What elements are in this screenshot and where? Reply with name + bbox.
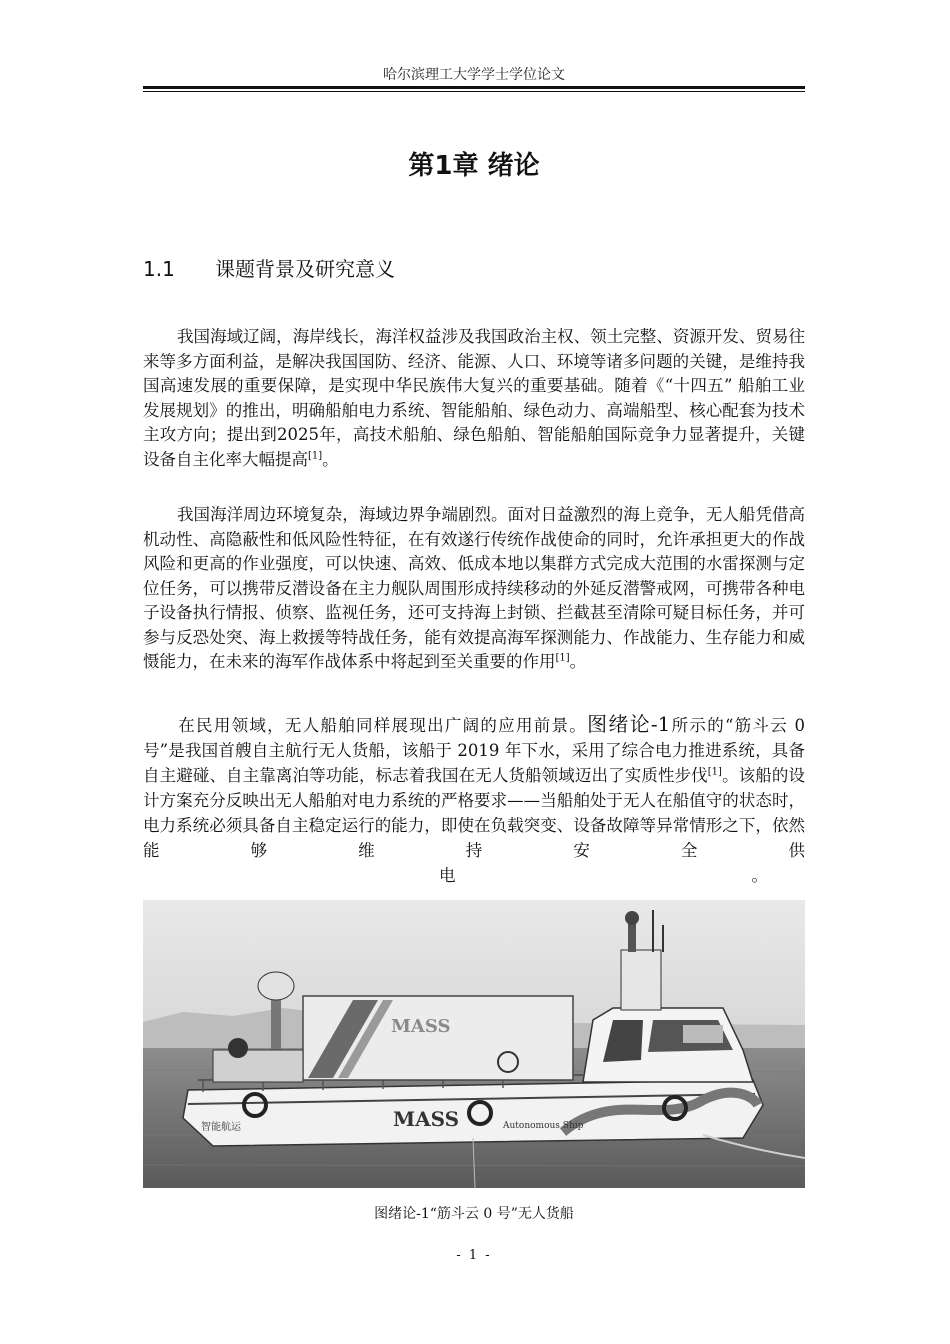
paragraph-3-word: 电 — [439, 866, 456, 885]
section-title: 课题背景及研究意义 — [215, 257, 395, 281]
paragraph-2-text: 我国海洋周边环境复杂，海域边界争端剧烈。面对日益激烈的海上竞争，无人船凭借高机动性、高隐蔽性和低风险性特征，在有效遂行传统作战使命的同时，允许承担更大的作战风险和更高的作业强度，可以快速、高效、低成本地以集群方式完成大范围的水雷探测与定位任务，可以携带反潜设备在主力舰队周围形成持续移动的外延反潜警戒网，可携带各种电子设备执行情报、侦察、监视任务，还可支持海上封锁、拦截甚至清除可疑目标任务，并可参与反恐处突、海上救援等特战任务，能有效提高海军探测能力、作战能力、生存能力和威慑能力，在未来的海军作战体系中将起到至关重要的作用 — [143, 505, 805, 671]
page-number: - 1 - — [456, 1248, 492, 1263]
section-heading — [143, 253, 395, 282]
paragraph-3-post2: 。该船的设计方案充分反映出无人船舶对电力系统的严格要求——当船舶处于无人在船值守的状态时，电力系统必须具备自主稳定运行的能力，即使在负载突变、设备故障等异常情形之下，依然能够维持安全供 — [143, 766, 806, 860]
container-logo: MASS — [391, 1016, 451, 1037]
section-number: 1.1 — [143, 257, 175, 281]
figure-reference: 图绪论-1 — [587, 712, 671, 736]
paragraph-3-post: 所示的“筋斗云 0 号”是我国首艘自主航行无人货船，该船于 2019 年下水，采用了综合电力推进系统，具备自主避碰、自主靠离泊等功能，标志着我国在无人货船领域迈出了实质性步伐 — [143, 716, 806, 785]
hull-subtext: Autonomous Ship — [503, 1121, 584, 1131]
chapter-title: 第1章 绪论 — [408, 151, 540, 181]
paragraph-1-text: 我国海域辽阔，海岸线长，海洋权益涉及我国政治主权、领土完整、资源开发、贸易往来等多方面利益，是解决我国国防、经济、能源、人口、环境等诸多问题的关键，是维持我国高速发展的重要保障，是实现中华民族伟大复兴的重要基础。随着《“十四五” 船舶工业发展规划》的推出，明确船舶电力系统、智能船舶、绿色动力、高端船型、核心配套为技术主攻方向；提出到2025年，高技术船舶、绿色船舶、智能船舶国际竞争力显著提升，关键设备自主化率大幅提高 — [143, 327, 805, 469]
paragraph-2 — [143, 503, 805, 675]
paragraph-1 — [143, 325, 805, 472]
paragraph-3-pre: 在民用领域，无人船舶同样展现出广阔的应用前景。 — [177, 716, 588, 735]
figure-photo — [143, 900, 805, 1188]
citation: [1] — [707, 766, 722, 778]
bow-text: 智能航运 — [201, 1122, 241, 1133]
header-rule-thin — [143, 91, 805, 92]
header-rule-thick — [143, 86, 805, 89]
unmanned-cargo-ship-illustration — [143, 900, 805, 1188]
paragraph-3 — [143, 712, 805, 888]
citation: [1] — [308, 450, 323, 461]
citation: [1] — [555, 652, 570, 664]
paragraph-3-end: 。 — [751, 866, 768, 885]
hull-logo: MASS — [393, 1107, 460, 1131]
paragraph-1-end: 。 — [322, 449, 339, 469]
figure-caption: 图绪论-1“筋斗云 0 号”无人货船 — [374, 1206, 574, 1222]
running-header: 哈尔滨理工大学学士学位论文 — [383, 67, 565, 83]
paragraph-2-end: 。 — [569, 652, 587, 671]
